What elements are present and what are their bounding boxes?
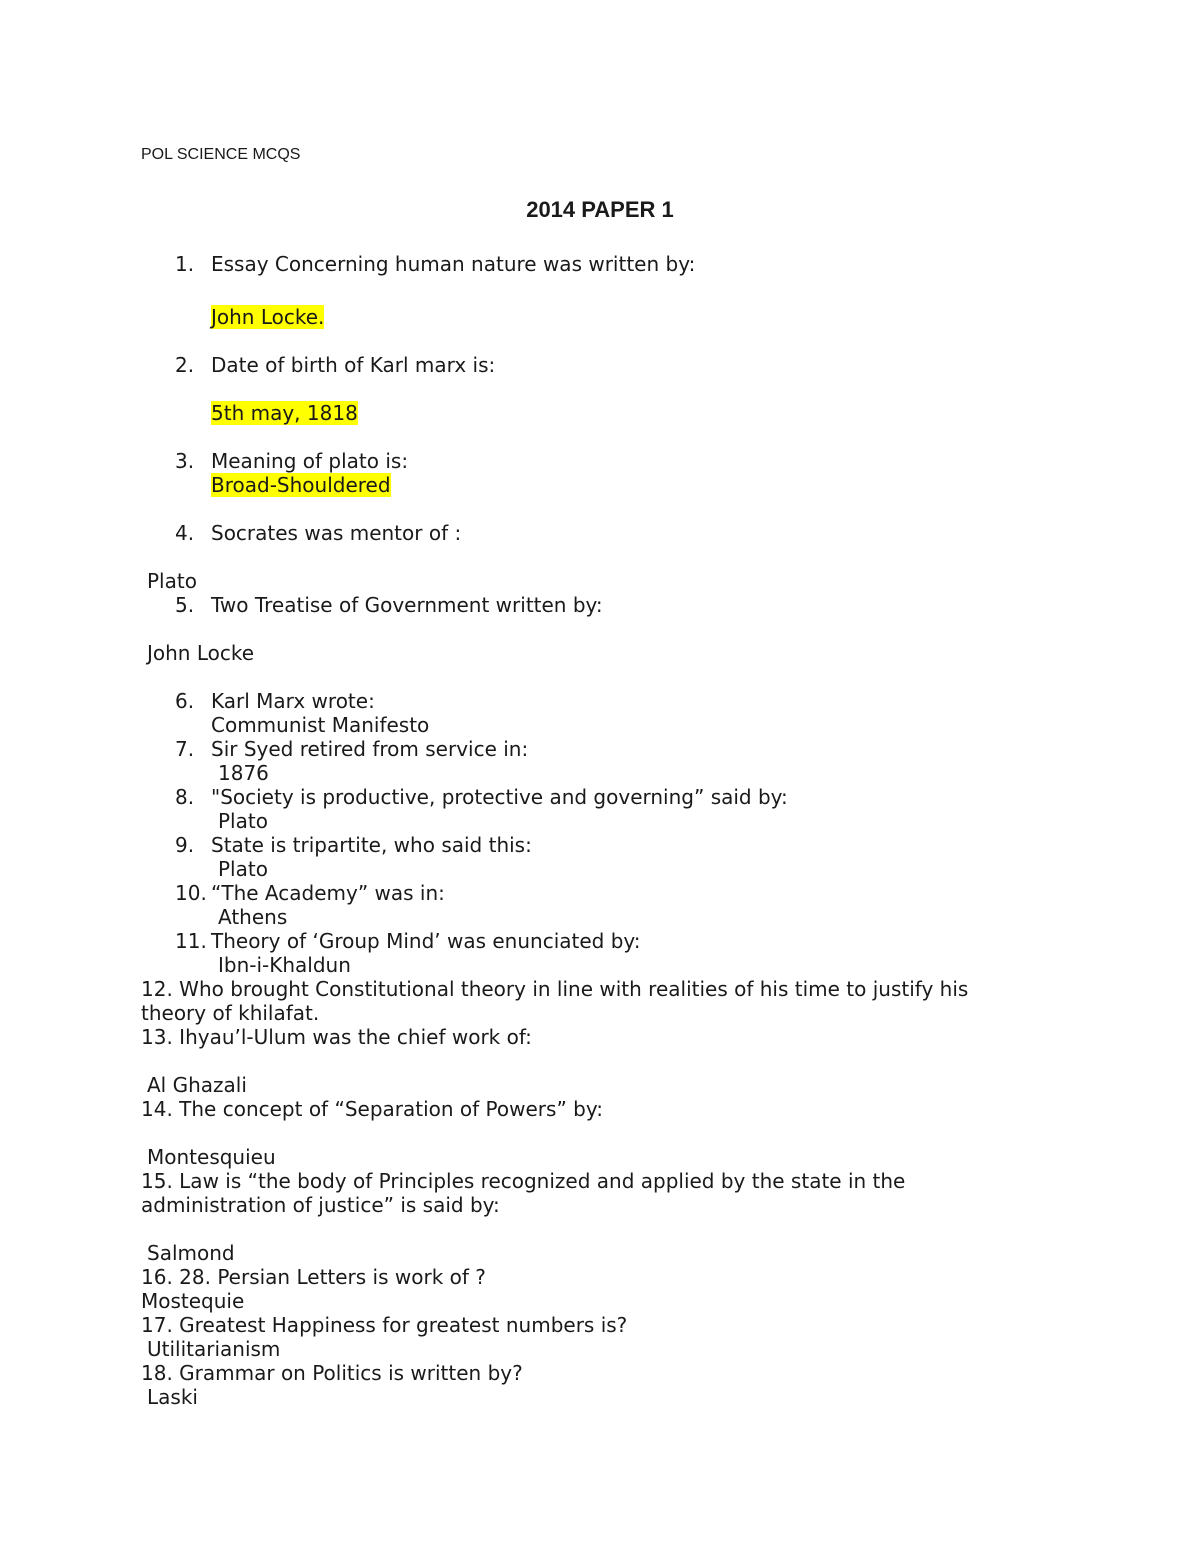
answer-text: Laski [147, 1385, 198, 1409]
item-number: 3. [175, 449, 195, 473]
question-text: Sir Syed retired from service in: [211, 737, 529, 761]
question-text: 12. Who brought Constitutional theory in line with realities of his time to justify his [141, 977, 969, 1001]
highlighted-answer: John Locke. [211, 305, 325, 329]
question-text: 18. Grammar on Politics is written by? [141, 1361, 523, 1385]
question-text: Meaning of plato is: [211, 449, 409, 473]
answer-text: Plato [218, 809, 268, 833]
item-number: 2. [175, 353, 195, 377]
answer-text: 1876 [218, 761, 269, 785]
question-text: Essay Concerning human nature was written by: [211, 252, 696, 276]
answer-text: Mostequie [141, 1289, 245, 1313]
answer-text [211, 473, 391, 497]
question-text: 16. 28. Persian Letters is work of ? [141, 1265, 486, 1289]
page-title: 2014 PAPER 1 [526, 197, 674, 222]
document-header: POL SCIENCE MCQS [141, 146, 301, 163]
question-text: Socrates was mentor of : [211, 521, 462, 545]
answer-text: Athens [218, 905, 288, 929]
item-number: 5. [175, 593, 195, 617]
highlighted-answer: 5th may, 1818 [211, 401, 358, 425]
question-text: "Society is productive, protective and governing” said by: [211, 785, 788, 809]
question-text: 17. Greatest Happiness for greatest numbers is? [141, 1313, 628, 1337]
item-number: 1. [175, 252, 195, 276]
question-text: 14. The concept of “Separation of Powers” by: [141, 1097, 603, 1121]
question-text: 15. Law is “the body of Principles recognized and applied by the state in the [141, 1169, 906, 1193]
answer-text: John Locke [147, 641, 255, 665]
answer-text: Plato [147, 569, 197, 593]
answer-text: Al Ghazali [147, 1073, 247, 1097]
question-text: State is tripartite, who said this: [211, 833, 532, 857]
answer-text: Utilitarianism [147, 1337, 281, 1361]
item-number: 7. [175, 737, 195, 761]
item-number: 8. [175, 785, 195, 809]
item-number: 11. [175, 929, 207, 953]
question-text: Date of birth of Karl marx is: [211, 353, 496, 377]
item-number: 10. [175, 881, 207, 905]
answer-text: Ibn-i-Khaldun [218, 953, 351, 977]
question-text-continued: administration of justice” is said by: [141, 1193, 500, 1217]
question-text: Theory of ‘Group Mind’ was enunciated by: [211, 929, 641, 953]
answer-text [211, 401, 358, 425]
answer-text [211, 305, 324, 329]
item-number: 4. [175, 521, 195, 545]
answer-text: Communist Manifesto [211, 713, 430, 737]
question-text-continued: theory of khilafat. [141, 1001, 320, 1025]
highlighted-answer: Broad-Shouldered [211, 473, 391, 497]
item-number: 6. [175, 689, 195, 713]
answer-text: Plato [218, 857, 268, 881]
question-text: 13. Ihyau’l-Ulum was the chief work of: [141, 1025, 532, 1049]
item-number: 9. [175, 833, 195, 857]
answer-text: Montesquieu [147, 1145, 276, 1169]
question-text: Two Treatise of Government written by: [211, 593, 603, 617]
answer-text: Salmond [147, 1241, 235, 1265]
question-text: Karl Marx wrote: [211, 689, 375, 713]
question-text: “The Academy” was in: [211, 881, 445, 905]
